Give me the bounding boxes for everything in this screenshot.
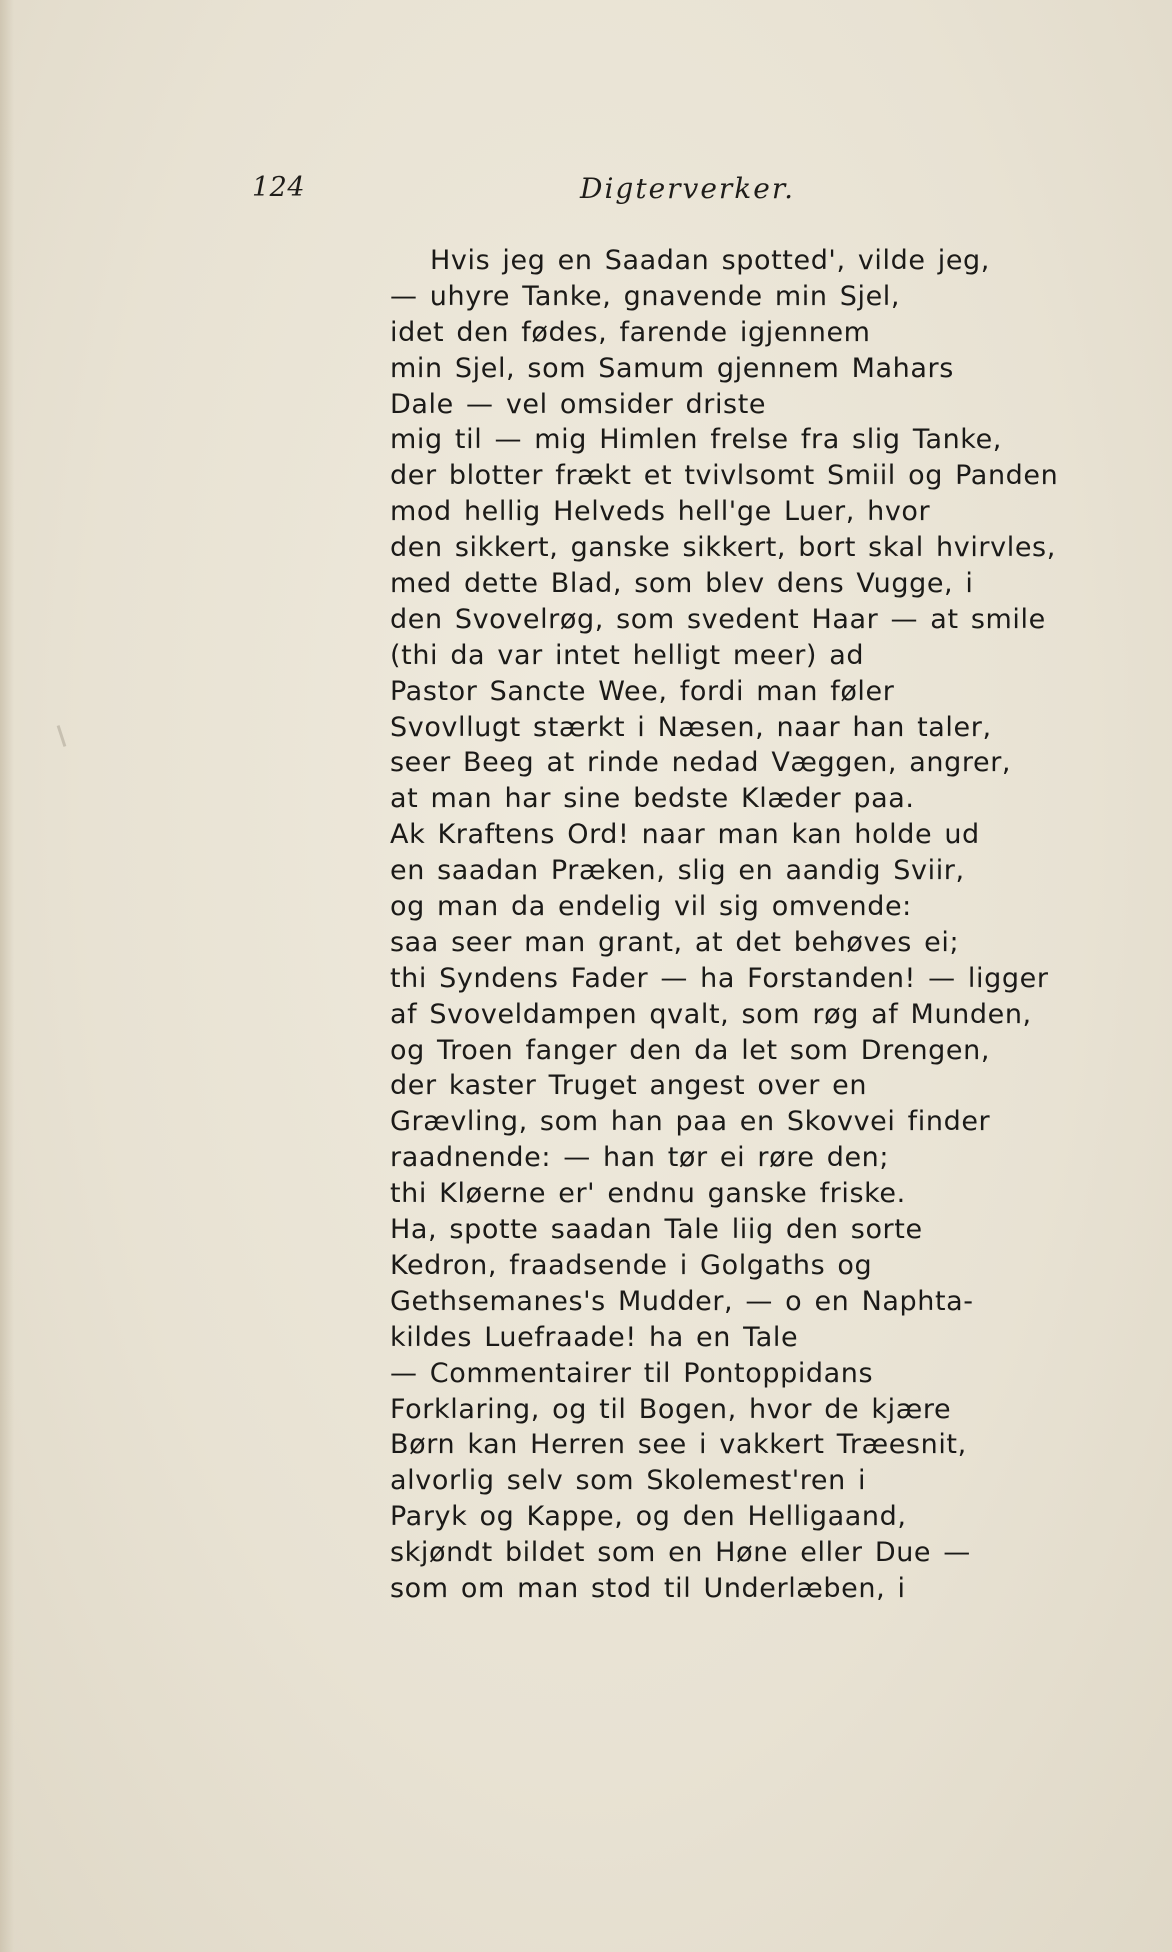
verse-line: — uhyre Tanke, gnavende min Sjel,: [390, 280, 901, 312]
verse-line: Paryk og Kappe, og den Helligaand,: [390, 1501, 907, 1533]
verse-line: kildes Luefraade! ha en Tale: [390, 1321, 799, 1353]
poem-text: [390, 243, 1059, 1607]
page-header: [0, 172, 1172, 212]
verse-line: mig til — mig Himlen frelse fra slig Tanke,: [390, 424, 1002, 456]
page-gutter-shadow: [0, 0, 14, 1952]
verse-line: alvorlig selv som Skolemest'ren i: [390, 1465, 867, 1497]
verse-line: min Sjel, som Samum gjennem Mahars: [390, 352, 954, 384]
verse-line: og Troen fanger den da let som Drengen,: [390, 1034, 991, 1066]
verse-line: Pastor Sancte Wee, fordi man føler: [390, 675, 895, 707]
verse-line: mod hellig Helveds hell'ge Luer, hvor: [390, 496, 931, 528]
verse-line: den Svovelrøg, som svedent Haar — at smile: [390, 603, 1046, 635]
paper-mark: [57, 725, 67, 747]
verse-line: (thi da var intet helligt meer) ad: [390, 639, 865, 671]
running-title: Digterverker.: [580, 172, 796, 205]
page-number: 124: [252, 172, 306, 203]
verse-line: idet den fødes, farende igjennem: [390, 316, 871, 348]
verse-line: Gethsemanes's Mudder, — o en Naphta-: [390, 1285, 974, 1317]
verse-line: der blotter frækt et tvivlsomt Smiil og Panden: [390, 460, 1059, 492]
verse-line: thi Kløerne er' endnu ganske friske.: [390, 1178, 906, 1210]
verse-line: Svovllugt stærkt i Næsen, naar han taler,: [390, 711, 992, 743]
verse-line: en saadan Præken, slig en aandig Sviir,: [390, 855, 965, 887]
verse-line: Ha, spotte saadan Tale liig den sorte: [390, 1214, 923, 1246]
verse-line: raadnende: — han tør ei røre den;: [390, 1142, 890, 1174]
verse-line: skjøndt bildet som en Høne eller Due —: [390, 1537, 971, 1569]
verse-line: som om man stod til Underlæben, i: [390, 1572, 906, 1604]
verse-line: Grævling, som han paa en Skovvei finder: [390, 1106, 991, 1138]
verse-line: Børn kan Herren see i vakkert Træesnit,: [390, 1429, 967, 1461]
verse-line: der kaster Truget angest over en: [390, 1070, 868, 1102]
verse-line: Ak Kraftens Ord! naar man kan holde ud: [390, 819, 980, 851]
verse-line: med dette Blad, som blev dens Vugge, i: [390, 568, 974, 600]
verse-line: — Commentairer til Pontoppidans: [390, 1357, 874, 1389]
verse-line: saa seer man grant, at det behøves ei;: [390, 926, 960, 958]
verse-line: Dale — vel omsider driste: [390, 388, 767, 420]
verse-line: thi Syndens Fader — ha Forstanden! — ligger: [390, 962, 1049, 994]
verse-line: seer Beeg at rinde nedad Væggen, angrer,: [390, 747, 1012, 779]
verse-line: den sikkert, ganske sikkert, bort skal hvirvles,: [390, 532, 1056, 564]
verse-line: Hvis jeg en Saadan spotted', vilde jeg,: [430, 245, 990, 276]
verse-line: Kedron, fraadsende i Golgaths og: [390, 1249, 873, 1281]
verse-line: og man da endelig vil sig omvende:: [390, 891, 912, 923]
verse-line: Forklaring, og til Bogen, hvor de kjære: [390, 1393, 952, 1425]
verse-line: at man har sine bedste Klæder paa.: [390, 783, 915, 815]
verse-line: af Svoveldampen qvalt, som røg af Munden,: [390, 998, 1032, 1030]
